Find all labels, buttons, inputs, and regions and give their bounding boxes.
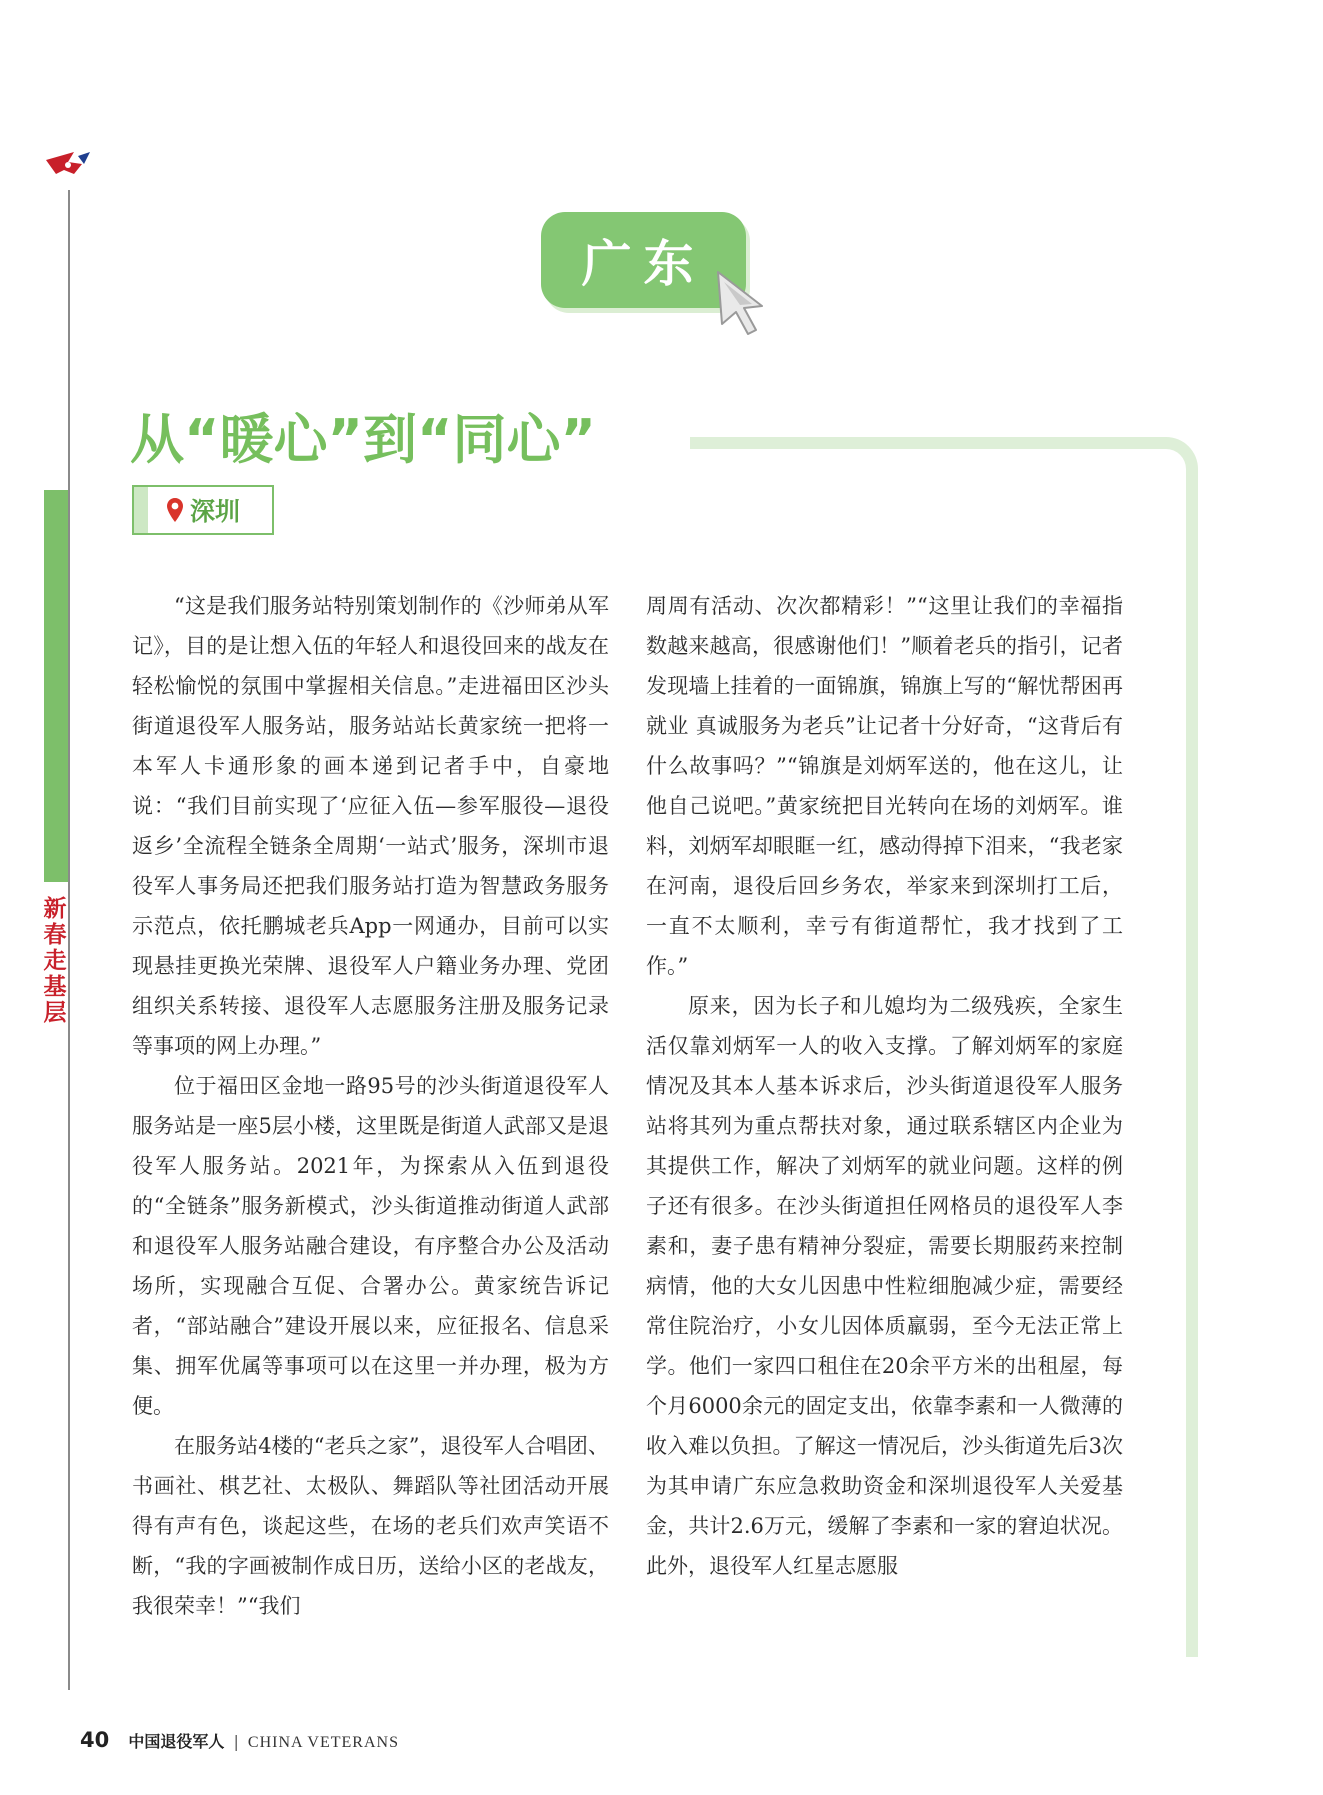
- region-badge: 广东: [541, 212, 746, 308]
- paragraph: “这是我们服务站特别策划制作的《沙师弟从军记》，目的是让想入伍的年轻人和退役回来的战友在轻松愉悦的氛围中掌握相关信息。”走进福田区沙头街道退役军人服务站，服务站站长黄家统一把将一本军人卡通形象的画本递到记者手中，自豪地说：“我们目前实现了‘应征入伍—参军服役—退役返乡’全流程全链条全周期‘一站式’服务，深圳市退役军人事务局还把我们服务站打造为智慧政务服务示范点，依托鹏城老兵App一网通办，目前可以实现悬挂更换光荣牌、退役军人户籍业务办理、党团组织关系转接、退役军人志愿服务注册及服务记录等事项的网上办理。”: [132, 594, 609, 1058]
- paragraph: 周周有活动、次次都精彩！”“这里让我们的幸福指数越来越高，很感谢他们！”顺着老兵的指引，记者发现墙上挂着的一面锦旗，锦旗上写的“解忧帮困再就业 真诚服务为老兵”让记者十分好奇，“这背后有什么故事吗？”“锦旗是刘炳军送的，他在这儿，让他自己说吧。”黄家统把目光转向在场的刘炳军。谁料，刘炳军却眼眶一红，感动得掉下泪来，“我老家在河南，退役后回乡务农，举家来到深圳打工后，一直不太顺利，幸亏有街道帮忙，我才找到了工作。”: [646, 594, 1123, 978]
- page-footer: [80, 1728, 399, 1752]
- location-pin-icon: [166, 497, 184, 523]
- section-label: 新春走基层: [43, 896, 67, 1026]
- magazine-name-en: CHINA VETERANS: [247, 1734, 399, 1751]
- right-column: [646, 586, 1123, 1586]
- article-title: 从“暖心”到“同心”: [130, 408, 596, 471]
- cursor-arrow-icon: [712, 268, 768, 336]
- magazine-name: 中国退役军人: [128, 1732, 225, 1751]
- section-rail-bar: [44, 490, 68, 882]
- paragraph: 原来，因为长子和儿媳均为二级残疾，全家生活仅靠刘炳军一人的收入支撑。了解刘炳军的家庭情况及其本人基本诉求后，沙头街道退役军人服务站将其列为重点帮扶对象，通过联系辖区内企业为其提供工作，解决了刘炳军的就业问题。这样的例子还有很多。在沙头街道担任网格员的退役军人李素和，妻子患有精神分裂症，需要长期服药来控制病情，他的大女儿因患中性粒细胞减少症，需要经常住院治疗，小女儿因体质羸弱，至今无法正常上学。他们一家四口租住在20余平方米的出租屋，每个月6000余元的固定支出，依靠李素和一人微薄的收入难以负担。了解这一情况后，沙头街道先后3次为其申请广东应急救助资金和深圳退役军人关爱基金，共计2.6万元，缓解了李素和一家的窘迫状况。此外，退役军人红星志愿服: [646, 994, 1123, 1578]
- paragraph: 位于福田区金地一路95号的沙头街道退役军人服务站是一座5层小楼，这里既是街道人武部又是退役军人服务站。2021年，为探索从入伍到退役的“全链条”服务新模式，沙头街道推动街道人武部和退役军人服务站融合建设，有序整合办公及活动场所，实现融合互促、合署办公。黄家统告诉记者，“部站融合”建设开展以来，应征报名、信息采集、拥军优属等事项可以在这里一并办理，极为方便。: [132, 1074, 609, 1418]
- location-text: 深圳: [190, 497, 241, 526]
- footer-separator: |: [233, 1732, 239, 1751]
- location-tag-strip: [134, 487, 148, 533]
- page-number: 40: [80, 1728, 110, 1752]
- location-tag: [132, 485, 274, 535]
- left-column: [132, 586, 609, 1626]
- paragraph: 在服务站4楼的“老兵之家”，退役军人合唱团、书画社、棋艺社、太极队、舞蹈队等社团活动开展得有声有色，谈起这些，在场的老兵们欢声笑语不断，“我的字画被制作成日历，送给小区的老战友，我很荣幸！”“我们: [132, 1434, 609, 1618]
- magazine-logo-icon: [44, 148, 94, 178]
